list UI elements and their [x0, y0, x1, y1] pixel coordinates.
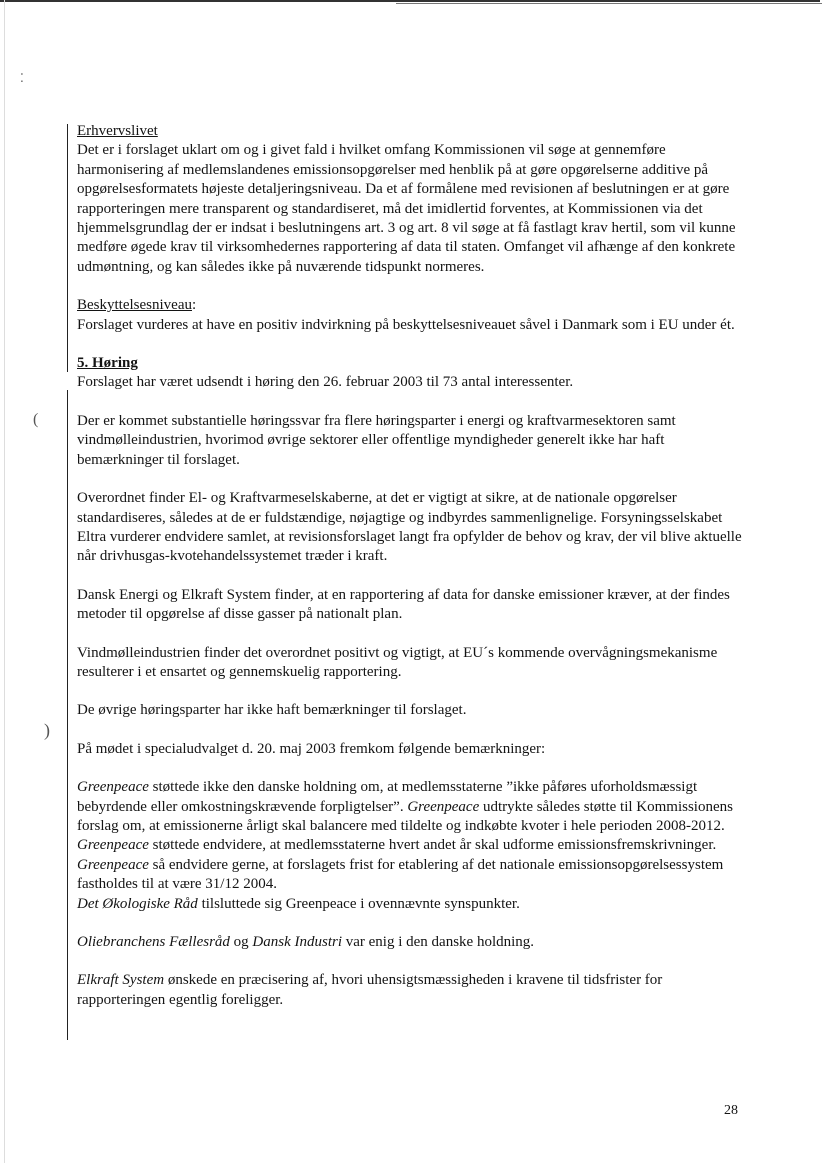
paragraph-elkraft	[77, 971, 749, 1010]
elkraft-text: ønskede en præcisering af, hvori uhensigtsmæssigheden i kravene til tidsfrister for rapporteringen egentlig foreligger.	[77, 972, 663, 1008]
paragraph-horing-4: Dansk Energi og Elkraft System finder, at en rapportering af data for danske emissioner kræver, at der findes metoder til opgørelse af disse gasser på nationalt plan.	[77, 586, 730, 623]
paragraph-horing-3: Overordnet finder El- og Kraftvarmeselskaberne, at det er vigtigt at sikre, at de nationale opgørelser standardiseres, således at de er fuldstændige, nøjagtige og indbyrdes sammenlignelige. Forsyningsselskabet Eltra vurderer endvidere samlet, at revisionsforslaget langt fra opfylder de behov og krav, der vil blive aktuelle når drivhusgas-kvotehandelssystemet træder i kraft.	[77, 490, 742, 565]
page-content	[77, 122, 749, 1029]
section-heading-erhvervslivet: Erhvervslivet	[77, 123, 158, 139]
paragraph-erhvervslivet: Det er i forslaget uklart om og i givet fald i hvilket omfang Kommissionen vil søge at gennemføre harmonisering af medlemslandenes emissionsopgørelser med henblik på at gøre opgørelserne additive på opgørelsesformatets højeste detaljeringsniveau. Da et af formålene med revisionen af beslutningen er at gøre rapporteringen mere transparent og standardiseret, må det imidlertid forventes, at Kommissionen via det hjemmelsgrundlag der er indsat i beslutningens art. 3 og art. 8 vil søge at få fastlagt krav hertil, som vil kunne medføre øgede krav til virksomhedernes rapportering af data til staten. Omfanget vil afhænge af den konkrete udmøntning, og kan således ikke på nuværende tidspunkt normeres.	[77, 142, 736, 275]
margin-bar-lower	[67, 390, 68, 1040]
olie-text: var enig i den danske holdning.	[342, 934, 535, 950]
section-horing	[77, 354, 749, 393]
scan-speck-mark: ⁚	[20, 71, 24, 85]
paragraph-horing-7: På mødet i specialudvalget d. 20. maj 2003 fremkom følgende bemærkninger:	[77, 740, 546, 757]
heading-colon: :	[191, 297, 197, 314]
greenpeace-text-5: tilsluttede sig Greenpeace i ovennævnte synspunkter.	[197, 895, 520, 912]
paragraph-oliebranchen	[77, 933, 749, 952]
heading-text: Beskyttelsesniveau	[77, 297, 192, 314]
scan-bracket-mark: (	[33, 411, 39, 428]
org-name-oliebranchen: Oliebranchens Fællesråd	[77, 934, 230, 950]
org-name-greenpeace: Greenpeace	[77, 837, 149, 854]
org-name-dansk-industri: Dansk Industri	[252, 934, 342, 950]
paragraph-horing-5: Vindmølleindustrien finder det overordnet positivt og vigtigt, at EU´s kommende overvågningsmekanisme resulterer i et ensartet og gennemskuelig rapportering.	[77, 644, 718, 680]
page-number: 28	[724, 1103, 738, 1118]
scan-top-border	[0, 0, 820, 2]
org-name-greenpeace: Greenpeace	[77, 779, 149, 796]
section-heading-horing: 5. Høring	[77, 355, 138, 372]
org-name-greenpeace: Greenpeace	[77, 856, 149, 873]
paragraph-horing-1: Forslaget har været udsendt i høring den 26. februar 2003 til 73 antal interessenter.	[77, 374, 574, 391]
paragraph-horing-6: De øvrige høringsparter har ikke haft bemærkninger til forslaget.	[77, 702, 467, 719]
section-beskyttelsesniveau	[77, 296, 749, 335]
scan-left-edge	[4, 0, 5, 1163]
greenpeace-text-1: støttede ikke den danske holdning om, at medlemsstaterne ”ikke påføres uforholdsmæssigt bebyrdende eller omkostningskrævende forpligtelser”.	[77, 779, 698, 815]
section-erhvervslivet	[77, 122, 749, 277]
greenpeace-text-4: så endvidere gerne, at forslagets frist for etablering af det nationale emissionsopgørelsessystem fastholdes til at være 31/12 2004.	[77, 856, 724, 893]
section-heading-beskyttelsesniveau	[77, 296, 749, 315]
scan-top-border-secondary	[396, 3, 822, 4]
greenpeace-text-2: udtrykte således støtte til Kommissionens forslag om, at emissionerne årligt skal balancere med tildelte og indkøbte kvoter i hele perioden 2008-2012.	[77, 798, 733, 834]
olie-conjunction: og	[229, 934, 253, 950]
margin-bar-upper	[67, 124, 68, 372]
scan-bracket-mark-right: )	[44, 720, 50, 740]
org-name-elkraft-system: Elkraft System	[77, 972, 165, 989]
org-name-greenpeace: Greenpeace	[407, 798, 480, 815]
paragraph-horing-2: Der er kommet substantielle høringssvar fra flere høringsparter i energi og kraftvarmesektoren samt vindmølleindustrien, hvorimod øvrige sektorer eller offentlige myndigheder generelt ikke har haft bemærkninger til forslaget.	[77, 412, 676, 468]
paragraph-beskyttelsesniveau: Forslaget vurderes at have en positiv indvirkning på beskyttelsesniveauet såvel i Danmark som i EU under ét.	[77, 316, 735, 333]
org-name-okologiske-raad: Det Økologiske Råd	[77, 895, 198, 912]
greenpeace-text-3: støttede endvidere, at medlemsstaterne hvert andet år skal udforme emissionsfremskrivninger.	[148, 837, 717, 854]
paragraph-greenpeace	[77, 778, 749, 914]
